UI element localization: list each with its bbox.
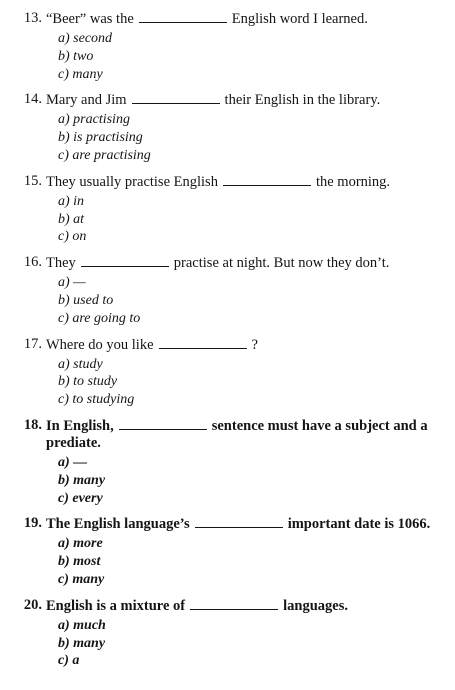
answer-options [58, 535, 437, 588]
answer-blank [119, 417, 207, 430]
question-text-after: ? [251, 336, 258, 353]
question-18 [16, 417, 437, 507]
answer-option-c: c) to studying [58, 392, 135, 408]
answer-blank [159, 336, 247, 349]
answer-options [58, 356, 437, 409]
answer-option-a: a) — [58, 275, 86, 291]
question-text-before: They [46, 255, 76, 272]
question-text [46, 417, 437, 452]
question-stem [16, 91, 437, 109]
answer-options [58, 617, 437, 670]
answer-option-c: c) on [58, 229, 87, 245]
question-text-after: practise at night. But now they don’t. [173, 255, 390, 272]
answer-option-c: c) every [58, 490, 103, 506]
answer-option-a: a) in [58, 193, 85, 209]
answer-option-a: a) study [58, 356, 103, 372]
question-number: 16. [23, 254, 42, 271]
question-text-after: languages. [283, 597, 348, 614]
question-stem [16, 417, 437, 452]
answer-option-b: b) many [58, 472, 106, 488]
question-text-before: Where do you like [46, 336, 154, 353]
question-19 [16, 515, 437, 588]
question-number: 18. [23, 416, 42, 433]
answer-blank [223, 173, 311, 186]
question-text-before: They usually practise English [46, 173, 218, 190]
question-number: 19. [23, 515, 42, 532]
question-number: 15. [23, 172, 42, 189]
answer-option-c: c) are going to [58, 310, 141, 326]
answer-blank [195, 515, 283, 528]
answer-options [58, 454, 437, 507]
answer-option-b: b) used to [58, 292, 114, 308]
answer-blank [139, 10, 227, 23]
question-14 [16, 91, 437, 164]
question-stem [16, 173, 437, 191]
answer-option-c: c) many [58, 571, 105, 587]
question-text-before: In English, [46, 417, 114, 434]
answer-option-a: a) practising [58, 112, 130, 128]
answer-options [58, 274, 437, 327]
question-text-before: The English language’s [46, 516, 190, 533]
answer-blank [132, 91, 220, 104]
answer-option-a: a) much [58, 617, 106, 633]
question-number: 13. [23, 10, 42, 26]
answer-option-b: b) many [58, 635, 106, 651]
question-15 [16, 173, 437, 246]
answer-option-a: a) — [58, 454, 88, 470]
answer-blank [81, 254, 169, 267]
question-text [46, 91, 437, 109]
answer-option-b: b) is practising [58, 130, 143, 146]
question-text-after: important date is 1066. [287, 516, 431, 533]
answer-options [58, 30, 437, 83]
answer-option-b: b) at [58, 211, 85, 227]
question-number: 20. [23, 596, 42, 613]
answer-option-b: b) most [58, 554, 101, 570]
answer-option-c: c) are practising [58, 147, 151, 163]
question-text [46, 597, 437, 615]
answer-options [58, 111, 437, 164]
question-text-after: English word I learned. [231, 11, 368, 27]
answer-option-b: b) to study [58, 374, 118, 390]
question-text-before: “Beer” was the [46, 11, 134, 27]
question-20 [16, 597, 437, 670]
question-text [46, 10, 437, 28]
question-stem [16, 10, 437, 28]
question-13 [16, 10, 437, 83]
question-stem [16, 254, 437, 272]
question-number: 14. [23, 91, 42, 108]
question-text [46, 515, 437, 533]
question-stem [16, 597, 437, 615]
question-text-before: English is a mixture of [46, 597, 186, 614]
question-text [46, 254, 437, 272]
question-text-before: Mary and Jim [46, 92, 127, 109]
question-text-after: sentence must have a subject and a prediate. [46, 417, 428, 451]
question-stem [16, 515, 437, 533]
question-number: 17. [23, 335, 42, 352]
question-text [46, 336, 437, 354]
answer-option-a: a) more [58, 536, 103, 552]
question-16 [16, 254, 437, 327]
answer-option-a: a) second [58, 31, 113, 46]
answer-options [58, 193, 437, 246]
question-text-after: the morning. [315, 173, 391, 190]
question-text-after: their English in the library. [224, 92, 381, 109]
question-stem [16, 336, 437, 354]
answer-option-b: b) two [58, 48, 94, 64]
answer-option-c: c) a [58, 653, 80, 669]
answer-blank [190, 597, 278, 610]
question-17 [16, 336, 437, 409]
question-text [46, 173, 437, 191]
answer-option-c: c) many [58, 66, 103, 82]
